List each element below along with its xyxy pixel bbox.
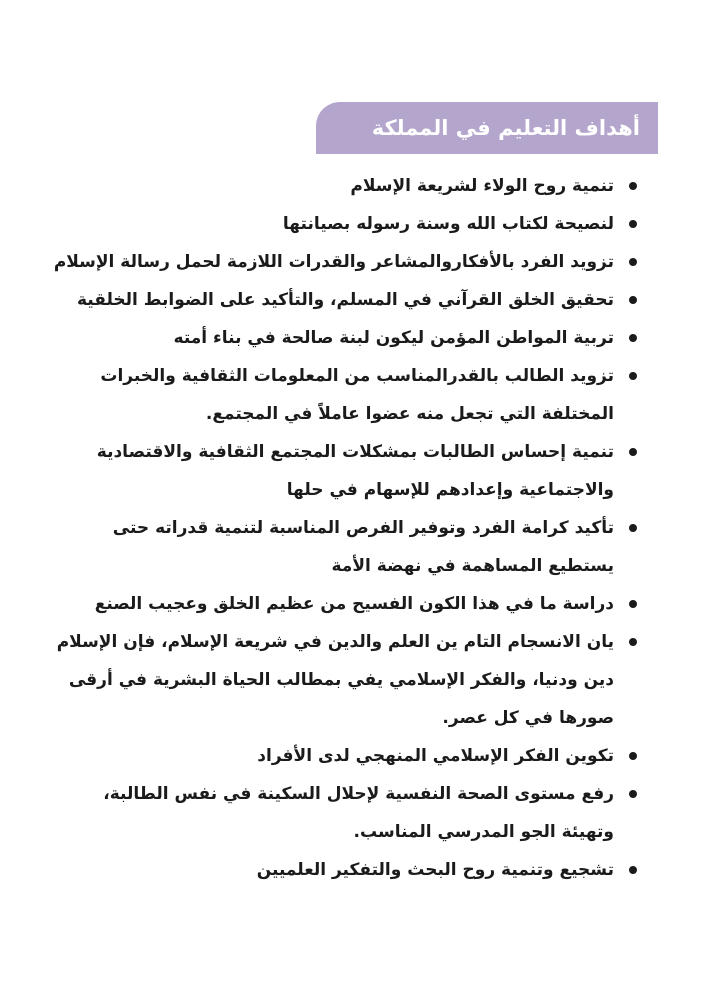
- goal-text: تكوين الفكر الإسلامي المنهجي لدى الأفراد: [257, 746, 614, 766]
- bullet-icon: [629, 638, 637, 646]
- goal-item: [48, 585, 638, 623]
- goal-item: [48, 851, 638, 889]
- goal-text: تنمية إحساس الطالبات بمشكلات المجتمع الثقافية والاقتصادية والاجتماعية وإعدادهم للإسهام في حلها: [96, 442, 614, 500]
- bullet-icon: [629, 752, 637, 760]
- goal-text: تزويد الفرد بالأفكاروالمشاعر والقدرات اللازمة لحمل رسالة الإسلام: [53, 252, 614, 272]
- goal-item: [48, 205, 638, 243]
- bullet-icon: [629, 790, 637, 798]
- section-header-band: [316, 102, 658, 154]
- goal-item: [48, 433, 638, 509]
- goal-text: تربية المواطن المؤمن ليكون لبنة صالحة في بناء أمته: [173, 328, 614, 348]
- goal-text: تنمية روح الولاء لشريعة الإسلام: [350, 176, 614, 196]
- bullet-icon: [629, 524, 637, 532]
- bullet-icon: [629, 220, 637, 228]
- goal-item: [48, 243, 638, 281]
- bullet-icon: [629, 372, 637, 380]
- goal-text: رفع مستوى الصحة النفسية لإحلال السكينة في نفس الطالبة، وتهيئة الجو المدرسي المناسب.: [103, 784, 614, 842]
- bullet-icon: [629, 296, 637, 304]
- goal-item: [48, 357, 638, 433]
- goal-text: تأكيد كرامة الفرد وتوفير الفرص المناسبة لتنمية قدراته حتى يستطيع المساهمة في نهضة الأمة: [112, 518, 614, 576]
- goal-item: [48, 319, 638, 357]
- goal-item: [48, 281, 638, 319]
- bullet-icon: [629, 334, 637, 342]
- goal-text: دراسة ما في هذا الكون الفسيح من عظيم الخلق وعجيب الصنع: [94, 594, 614, 614]
- goal-text: تزويد الطالب بالقدرالمناسب من المعلومات الثقافية والخبرات المختلفة التي تجعل منه عضوا عاملاً في المجتمع.: [100, 366, 614, 424]
- bullet-icon: [629, 448, 637, 456]
- goal-item: [48, 775, 638, 851]
- goals-list: [48, 167, 638, 889]
- goal-text: تحقيق الخلق القرآني في المسلم، والتأكيد على الضوابط الخلقية: [76, 290, 614, 310]
- goal-text: تشجيع وتنمية روح البحث والتفكير العلميين: [256, 860, 614, 880]
- bullet-icon: [629, 866, 637, 874]
- bullet-icon: [629, 600, 637, 608]
- section-title: أهداف التعليم في المملكة: [371, 116, 640, 140]
- goal-item: [48, 509, 638, 585]
- goal-item: [48, 623, 638, 737]
- goal-text: يان الانسجام التام ين العلم والدين في شريعة الإسلام، فإن الإسلام دين ودنيا، والفكر الإسلامي يفي بمطالب الحياة البشرية في أرقى صورها في كل عصر.: [56, 632, 614, 728]
- goal-item: [48, 167, 638, 205]
- bullet-icon: [629, 182, 637, 190]
- goal-text: لنصيحة لكتاب الله وسنة رسوله بصيانتها: [282, 214, 614, 234]
- bullet-icon: [629, 258, 637, 266]
- goal-item: [48, 737, 638, 775]
